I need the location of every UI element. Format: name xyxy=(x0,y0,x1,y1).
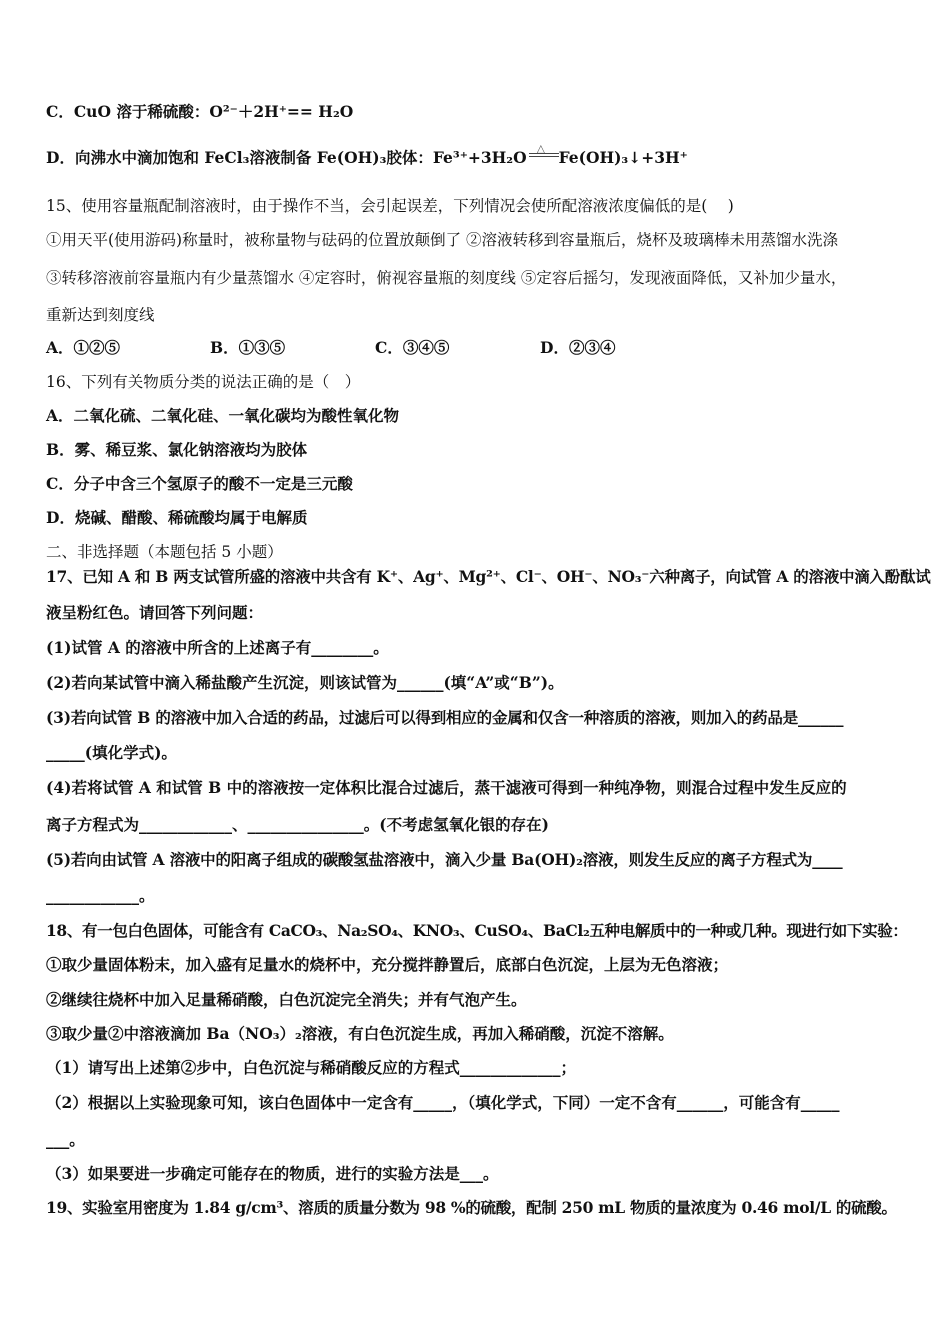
question-17-part-3: (3)若向试管 B 的溶液中加入合适的药品，过滤后可以得到相应的金属和仅含一种溶质的溶液，则加入的药品是______ xyxy=(46,708,844,727)
question-16-stem: 16、下列有关物质分类的说法正确的是（ ） xyxy=(46,373,361,391)
question-18-part-2-cont: ___。 xyxy=(46,1130,85,1149)
question-16-option-b: B．雾、稀豆浆、氯化钠溶液均为胶体 xyxy=(46,440,308,459)
question-17-part-4: (4)若将试管 A 和试管 B 中的溶液按一定体积比混合过滤后，蒸干滤液可得到一种纯净物，则混合过程中发生反应的 xyxy=(46,778,847,797)
option-b: B．①③⑤ xyxy=(210,338,286,357)
question-18-step-1: ①取少量固体粉末，加入盛有足量水的烧杯中，充分搅拌静置后，底部白色沉淀，上层为无色溶液； xyxy=(46,955,729,974)
option-d-right: Fe(OH)₃↓+3H⁺ xyxy=(558,148,688,167)
option-d-left: D．向沸水中滴加饱和 FeCl₃溶液制备 Fe(OH)₃胶体：Fe³⁺+3H₂O xyxy=(46,148,527,167)
question-17-stem: 17、已知 A 和 B 两支试管所盛的溶液中共含有 K⁺、Ag⁺、Mg²⁺、Cl⁻、OH⁻、NO₃⁻六种离子，向试管 A 的溶液中滴入酚酞试 xyxy=(46,567,931,586)
question-17-stem-cont: 液呈粉红色。请回答下列问题： xyxy=(46,603,264,622)
section-heading: 二、非选择题（本题包括 5 小题） xyxy=(46,543,283,561)
question-17-part-5: (5)若向由试管 A 溶液中的阳离子组成的碳酸氢盐溶液中，滴入少量 Ba(OH)₂溶液，则发生反应的离子方程式为____ xyxy=(46,850,843,869)
question-18-step-2: ②继续往烧杯中加入足量稀硝酸，白色沉淀完全消失；并有气泡产生。 xyxy=(46,990,527,1009)
option-c-cuo: C．CuO 溶于稀硫酸：O²⁻＋2H⁺== H₂O xyxy=(46,102,354,121)
question-18-step-3: ③取少量②中溶液滴加 Ba（NO₃）₂溶液，有白色沉淀生成，再加入稀硝酸，沉淀不溶解。 xyxy=(46,1024,674,1043)
question-17-part-3-cont: _____(填化学式)。 xyxy=(46,743,177,762)
option-a: A．①②⑤ xyxy=(46,338,121,357)
question-16-option-c: C．分子中含三个氢原子的酸不一定是三元酸 xyxy=(46,474,353,493)
question-15-item-line: 重新达到刻度线 xyxy=(46,306,155,324)
question-18-part-2: （2）根据以上实验现象可知，该白色固体中一定含有_____，（填化学式，下同）一定不含有______，可能含有_____ xyxy=(46,1093,840,1112)
question-17-part-5-cont: ____________。 xyxy=(46,886,155,905)
question-17-part-4-cont: 离子方程式为____________、_______________。(不考虑氢氧化银的存在) xyxy=(46,815,549,834)
question-19-stem: 19、实验室用密度为 1.84 g/cm³、溶质的质量分数为 98 %的硫酸，配制 250 mL 物质的量浓度为 0.46 mol/L 的硫酸。 xyxy=(46,1198,897,1217)
question-18-part-3: （3）如果要进一步确定可能存在的物质，进行的实验方法是___。 xyxy=(46,1164,499,1183)
question-15-item-line: ①用天平(使用游码)称量时，被称量物与砝码的位置放颠倒了 ②溶液转移到容量瓶后，烧杯及玻璃棒未用蒸馏水洗涤 xyxy=(46,231,839,249)
option-d: D．②③④ xyxy=(540,338,616,357)
option-d-feoh3 xyxy=(46,142,906,169)
question-17-part-2: (2)若向某试管中滴入稀盐酸产生沉淀，则该试管为______(填“A”或“B”)。 xyxy=(46,673,564,692)
question-18-stem: 18、有一包白色固体，可能含有 CaCO₃、Na₂SO₄、KNO₃、CuSO₄、BaCl₂五种电解质中的一种或几种。现进行如下实验： xyxy=(46,921,908,940)
heating-arrow-icon: △ xyxy=(529,149,559,169)
question-16-option-a: A．二氧化硫、二氧化硅、一氧化碳均为酸性氧化物 xyxy=(46,406,400,425)
question-15-stem: 15、使用容量瓶配制溶液时，由于操作不当，会引起误差，下列情况会使所配溶液浓度偏低的是( ) xyxy=(46,197,734,215)
option-c: C．③④⑤ xyxy=(375,338,450,357)
question-16-option-d: D．烧碱、醋酸、稀硫酸均属于电解质 xyxy=(46,508,308,527)
question-18-part-1: （1）请写出上述第②步中，白色沉淀与稀硝酸反应的方程式_____________； xyxy=(46,1058,577,1077)
question-17-part-1: (1)试管 A 的溶液中所含的上述离子有________。 xyxy=(46,638,389,657)
question-15-item-line: ③转移溶液前容量瓶内有少量蒸馏水 ④定容时，俯视容量瓶的刻度线 ⑤定容后摇匀，发现液面降低，又补加少量水， xyxy=(46,269,847,287)
